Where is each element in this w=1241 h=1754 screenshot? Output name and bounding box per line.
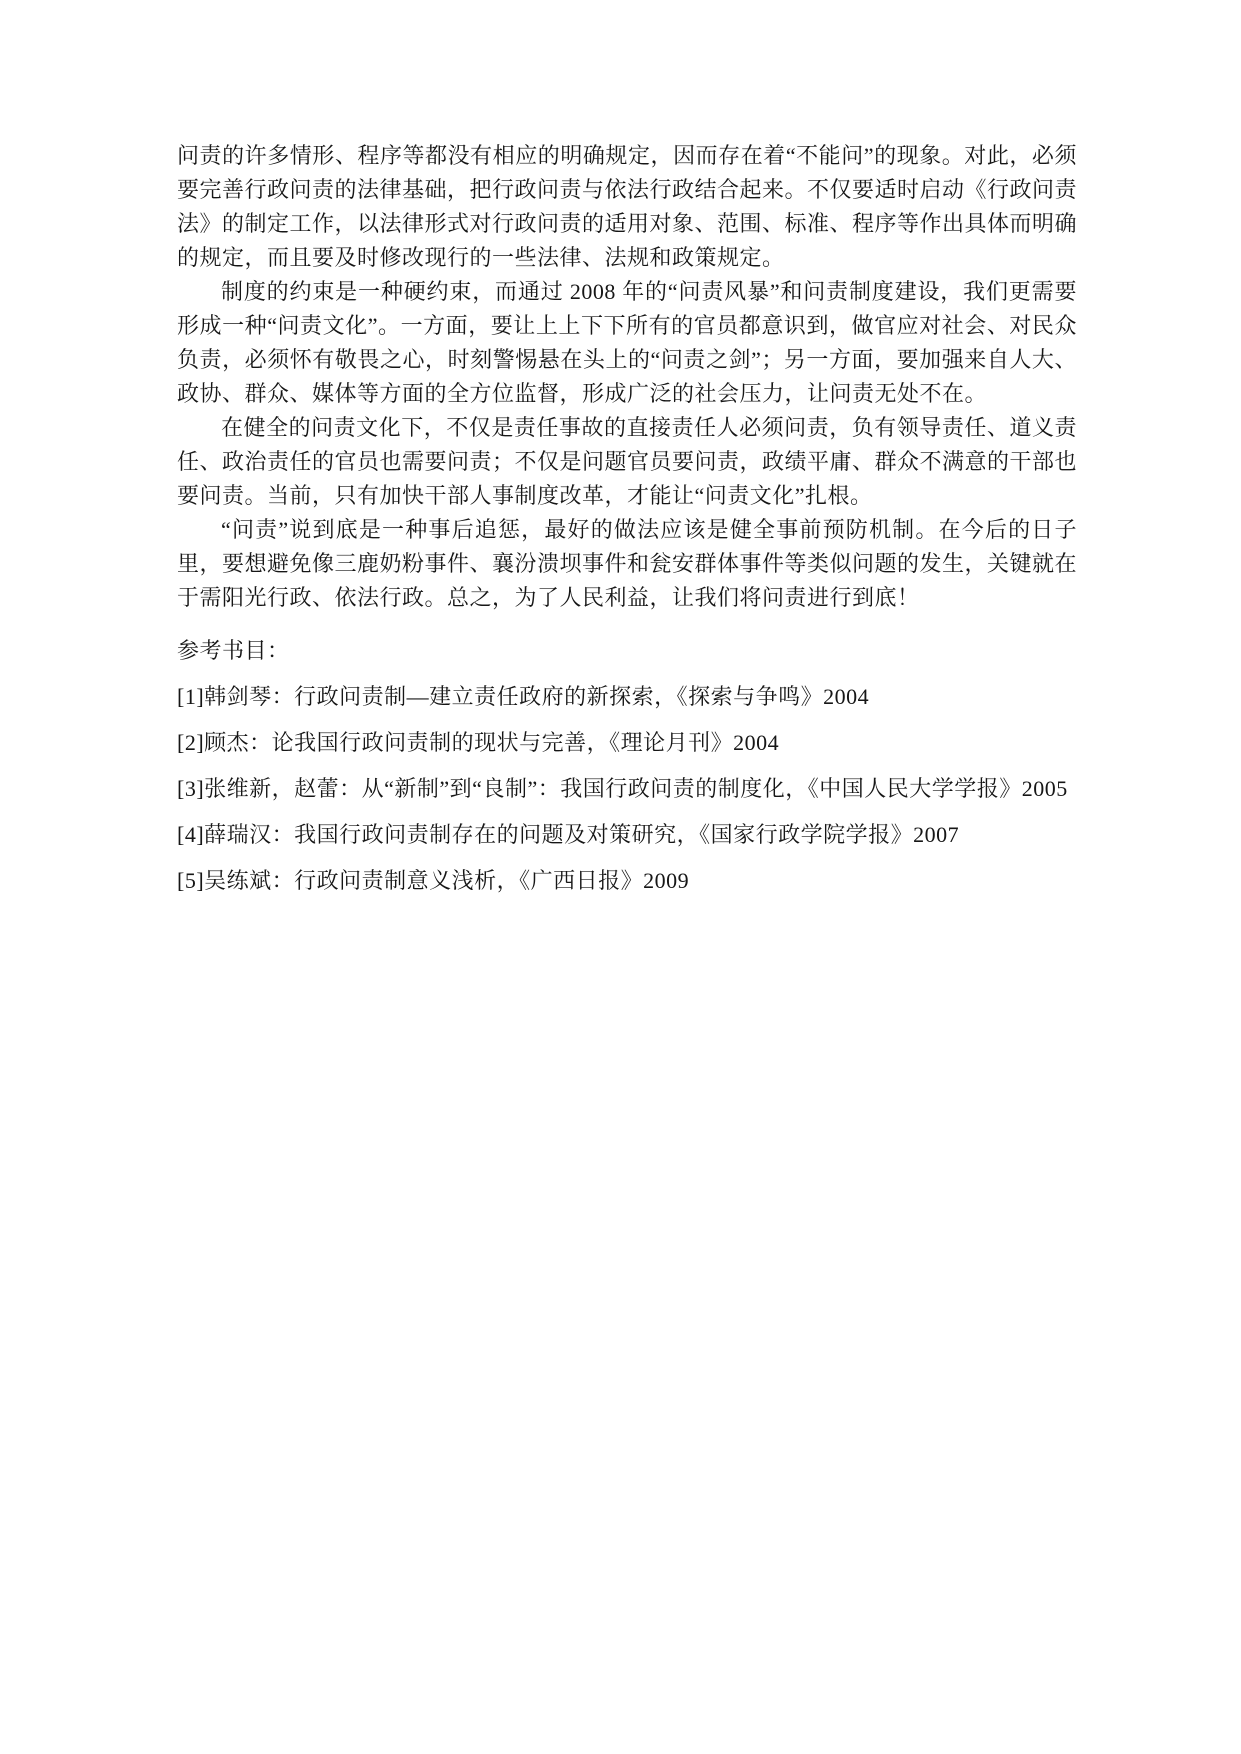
body-paragraph-3: 在健全的问责文化下，不仅是责任事故的直接责任人必须问责，负有领导责任、道义责任、政治责任的官员也需要问责；不仅是问题官员要问责，政绩平庸、群众不满意的干部也要问责。当前，只有加快干部人事制度改革，才能让“问责文化”扎根。 [177, 415, 1078, 508]
body-paragraph-1: 问责的许多情形、程序等都没有相应的明确规定，因而存在着“不能问”的现象。对此，必须要完善行政问责的法律基础，把行政问责与依法行政结合起来。不仅要适时启动《行政问责法》的制定工作，以法律形式对行政问责的适用对象、范围、标准、程序等作出具体而明确的规定，而且要及时修改现行的一些法律、法规和政策规定。 [177, 143, 1078, 270]
body-paragraph-2: 制度的约束是一种硬约束，而通过 2008 年的“问责风暴”和问责制度建设，我们更需要形成一种“问责文化”。一方面，要让上上下下所有的官员都意识到，做官应对社会、对民众负责，必须怀有敬畏之心，时刻警惕悬在头上的“问责之剑”；另一方面，要加强来自人大、政协、群众、媒体等方面的全方位监督，形成广泛的社会压力，让问责无处不在。 [177, 279, 1077, 406]
document-body [177, 139, 1077, 615]
reference-item-1: [1]韩剑琴：行政问责制—建立责任政府的新探索，《探索与争鸣》2004 [177, 684, 870, 709]
body-paragraph-4: “问责”说到底是一种事后追惩，最好的做法应该是健全事前预防机制。在今后的日子里，要想避免像三鹿奶粉事件、襄汾溃坝事件和瓮安群体事件等类似问题的发生，关键就在于需阳光行政、依法行政。总之，为了人民利益，让我们将问责进行到底！ [177, 517, 1078, 610]
reference-item-5: [5]吴练斌：行政问责制意义浅析，《广西日报》2009 [177, 868, 690, 893]
references-heading: 参考书目： [177, 638, 290, 663]
reference-item-2: [2]顾杰：论我国行政问责制的现状与完善，《理论月刊》2004 [177, 730, 780, 755]
reference-item-3: [3]张维新，赵蕾：从“新制”到“良制”：我国行政问责的制度化，《中国人民大学学报》2005 [177, 776, 1068, 801]
reference-item-4: [4]薛瑞汉：我国行政问责制存在的问题及对策研究，《国家行政学院学报》2007 [177, 822, 960, 847]
references-section [177, 634, 1077, 898]
